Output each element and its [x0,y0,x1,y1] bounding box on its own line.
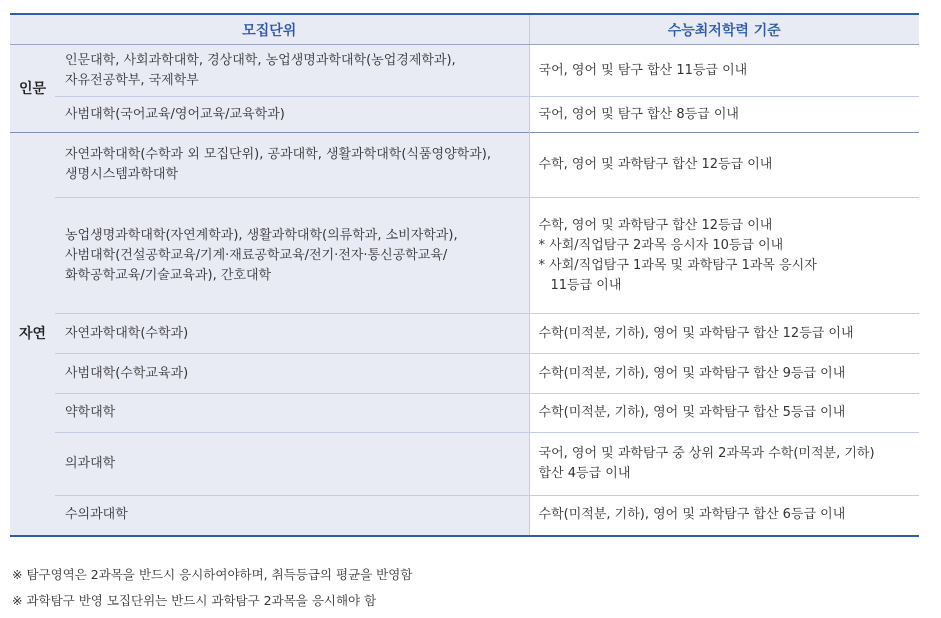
unit-line: 화학공학교육/기술교육과), 간호대학 [65,267,272,283]
criteria-cell [529,45,919,97]
unit-line: 자연과학대학(수학과) [65,325,189,341]
unit-line: 사범대학(국어교육/영어교육/교육학과) [65,106,285,122]
header-unit: 모집단위 [10,14,529,45]
table-row [10,433,919,496]
unit-line: 의과대학 [65,456,116,471]
table-row [10,97,919,133]
unit-line: 인문대학, 사회과학대학, 경상대학, 농업생명과학대학(농업경제학과), [65,52,456,68]
criteria-cell [529,394,919,433]
group-label-humanities: 인문 [10,45,55,133]
table-row [10,45,919,97]
table-header-row [10,14,919,45]
unit-line: 사범대학(건설공학교육/기계·재료공학교육/전기·전자·통신공학교육/ [65,247,448,263]
criteria-cell [529,433,919,496]
criteria-cell [529,496,919,536]
criteria-table-container [10,13,919,537]
footnote: ※ 탐구영역은 2과목을 반드시 응시하여야하며, 취득등급의 평균을 반영함 [12,567,413,582]
criteria-line: 합산 4등급 이내 [538,466,631,481]
table-row [10,133,919,198]
table-row [10,354,919,394]
criteria-line: * 사회/직업탐구 1과목 및 과학탐구 1과목 응시자 [538,257,817,273]
criteria-line: * 사회/직업탐구 2과목 응시자 10등급 이내 [538,237,784,253]
criteria-line: 수학, 영어 및 과학탐구 합산 12등급 이내 [538,217,773,233]
unit-line: 생명시스템과학대학 [65,167,179,182]
footnote: ※ 과학탐구 반영 모집단위는 반드시 과학탐구 2과목을 응시해야 함 [12,593,377,608]
unit-cell [55,314,529,354]
criteria-cell [529,314,919,354]
unit-cell [55,354,529,394]
group-label-natural: 자연 [10,133,55,536]
criteria-line: 국어, 영어 및 탐구 합산 11등급 이내 [538,62,748,78]
unit-line: 자연과학대학(수학과 외 모집단위), 공과대학, 생활과학대학(식품영양학과), [65,147,491,162]
unit-line: 농업생명과학대학(자연계학과), 생활과학대학(의류학과, 소비자학과), [65,227,458,243]
criteria-line: 수학, 영어 및 과학탐구 합산 12등급 이내 [538,157,773,172]
criteria-cell [529,198,919,314]
unit-line: 사범대학(수학교육과) [65,365,189,381]
criteria-cell [529,97,919,133]
unit-cell [55,198,529,314]
table-row [10,496,919,536]
unit-line: 수의과대학 [65,507,128,523]
unit-cell [55,45,529,97]
criteria-cell [529,133,919,198]
unit-cell [55,394,529,433]
unit-line: 자유전공학부, 국제학부 [65,72,199,88]
header-criteria: 수능최저학력 기준 [529,14,919,45]
criteria-line: 수학(미적분, 기하), 영어 및 과학탐구 합산 12등급 이내 [538,325,854,341]
criteria-line: 국어, 영어 및 탐구 합산 8등급 이내 [538,106,739,122]
criteria-cell [529,354,919,394]
criteria-line: 수학(미적분, 기하), 영어 및 과학탐구 합산 6등급 이내 [538,507,846,523]
criteria-table [10,13,919,537]
criteria-line: 수학(미적분, 기하), 영어 및 과학탐구 합산 5등급 이내 [538,405,846,420]
table-row [10,314,919,354]
criteria-line: 수학(미적분, 기하), 영어 및 과학탐구 합산 9등급 이내 [538,365,846,381]
unit-cell [55,97,529,133]
table-row [10,198,919,314]
criteria-line: 국어, 영어 및 과학탐구 중 상위 2과목과 수학(미적분, 기하) [538,446,875,461]
unit-cell [55,133,529,198]
table-row [10,394,919,433]
unit-line: 약학대학 [65,405,116,420]
unit-cell [55,433,529,496]
footnotes [12,562,412,614]
criteria-line: 11등급 이내 [550,277,622,293]
unit-cell [55,496,529,536]
